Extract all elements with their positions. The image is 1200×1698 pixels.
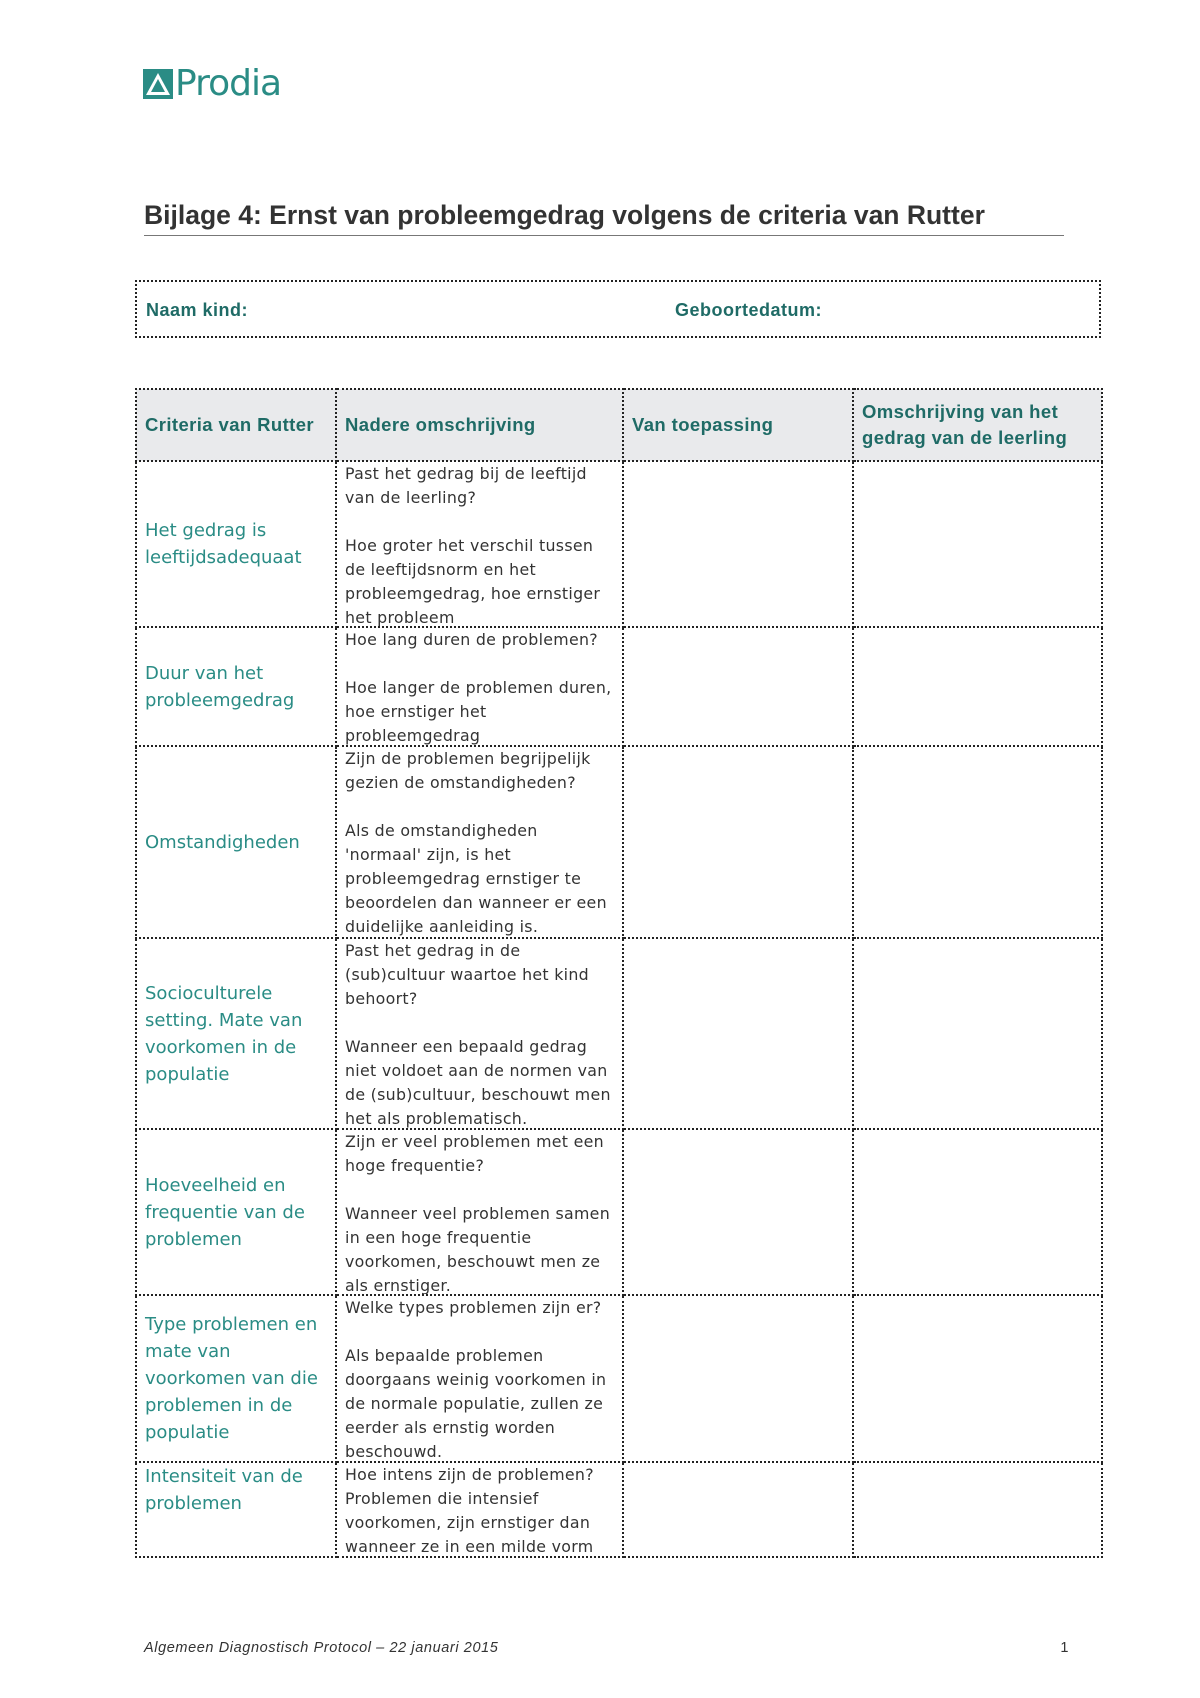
applicable-cell[interactable] [623, 627, 853, 746]
table-row [136, 1462, 1102, 1557]
description-question: Past het gedrag in de (sub)cultuur waartoe het kind behoort? [345, 941, 590, 1008]
criterion-cell: Omstandigheden [136, 746, 336, 938]
applicable-cell[interactable] [623, 1295, 853, 1462]
page-footer [144, 1640, 1069, 1656]
behaviour-description-cell[interactable] [853, 1462, 1102, 1557]
description-explanation: Wanneer veel problemen samen in een hoge frequentie voorkomen, beschouwt men ze als ernstiger. [345, 1204, 611, 1294]
table-row [136, 938, 1102, 1129]
behaviour-description-cell[interactable] [853, 938, 1102, 1129]
description-explanation: Problemen die intensief voorkomen, zijn ernstiger dan wanneer ze in een milde vorm [345, 1489, 594, 1556]
description-explanation: Hoe langer de problemen duren, hoe ernstiger het probleemgedrag [345, 678, 612, 745]
applicable-cell[interactable] [623, 938, 853, 1129]
behaviour-description-cell[interactable] [853, 746, 1102, 938]
header-description: Nadere omschrijving [336, 389, 623, 461]
page-number: 1 [1060, 1640, 1069, 1656]
description-question: Hoe lang duren de problemen? [345, 630, 598, 649]
description-cell [336, 746, 623, 938]
prodia-triangle-logo-icon [143, 69, 173, 99]
description-explanation: Hoe groter het verschil tussen de leeftijdsnorm en het probleemgedrag, hoe ernstiger het probleem [345, 536, 601, 626]
page-title: Bijlage 4: Ernst van probleemgedrag volgens de criteria van Rutter [144, 200, 1064, 236]
criterion-cell: Type problemen en mate van voorkomen van die problemen in de populatie [136, 1295, 336, 1462]
description-explanation: Als bepaalde problemen doorgaans weinig voorkomen in de normale populatie, zullen ze eerder als ernstig worden beschouwd. [345, 1346, 607, 1461]
table-row [136, 746, 1102, 938]
description-explanation: Als de omstandigheden 'normaal' zijn, is het probleemgedrag ernstiger te beoordelen dan wanneer er een duidelijke aanleiding is. [345, 821, 607, 936]
table-row [136, 1129, 1102, 1295]
applicable-cell[interactable] [623, 1129, 853, 1295]
logo-text: Prodia [175, 63, 282, 104]
birthdate-label: Geboortedatum: [675, 300, 823, 320]
applicable-cell[interactable] [623, 746, 853, 938]
header-applicable: Van toepassing [623, 389, 853, 461]
logo [143, 63, 282, 104]
description-question: Hoe intens zijn de problemen? [345, 1465, 594, 1484]
applicable-cell[interactable] [623, 1462, 853, 1557]
description-cell [336, 1129, 623, 1295]
description-question: Welke types problemen zijn er? [345, 1298, 602, 1317]
criterion-cell: Het gedrag is leeftijdsadequaat [136, 461, 336, 627]
description-cell [336, 461, 623, 627]
description-cell [336, 938, 623, 1129]
header-behaviour-description: Omschrijving van het gedrag van de leerling [853, 389, 1102, 461]
criterion-cell: Socioculturele setting. Mate van voorkomen in de populatie [136, 938, 336, 1129]
criterion-cell: Intensiteit van de problemen [136, 1462, 336, 1557]
description-question: Zijn er veel problemen met een hoge frequentie? [345, 1132, 604, 1175]
table-header-row [136, 389, 1102, 461]
description-cell [336, 1462, 623, 1557]
applicable-cell[interactable] [623, 461, 853, 627]
criterion-cell: Duur van het probleemgedrag [136, 627, 336, 746]
rutter-criteria-table [135, 388, 1103, 1558]
behaviour-description-cell[interactable] [853, 461, 1102, 627]
criterion-cell: Hoeveelheid en frequentie van de problemen [136, 1129, 336, 1295]
header-criteria: Criteria van Rutter [136, 389, 336, 461]
child-info-box [135, 280, 1101, 338]
description-explanation: Wanneer een bepaald gedrag niet voldoet aan de normen van de (sub)cultuur, beschouwt men het als problematisch. [345, 1037, 611, 1128]
table-row [136, 627, 1102, 746]
description-question: Zijn de problemen begrijpelijk gezien de omstandigheden? [345, 749, 591, 792]
description-cell [336, 627, 623, 746]
table-row [136, 461, 1102, 627]
child-name-label: Naam kind: [146, 300, 249, 320]
behaviour-description-cell[interactable] [853, 1129, 1102, 1295]
description-cell [336, 1295, 623, 1462]
table-row [136, 1295, 1102, 1462]
footer-text: Algemeen Diagnostisch Protocol – 22 januari 2015 [144, 1640, 499, 1656]
behaviour-description-cell[interactable] [853, 627, 1102, 746]
description-question: Past het gedrag bij de leeftijd van de leerling? [345, 464, 587, 507]
behaviour-description-cell[interactable] [853, 1295, 1102, 1462]
